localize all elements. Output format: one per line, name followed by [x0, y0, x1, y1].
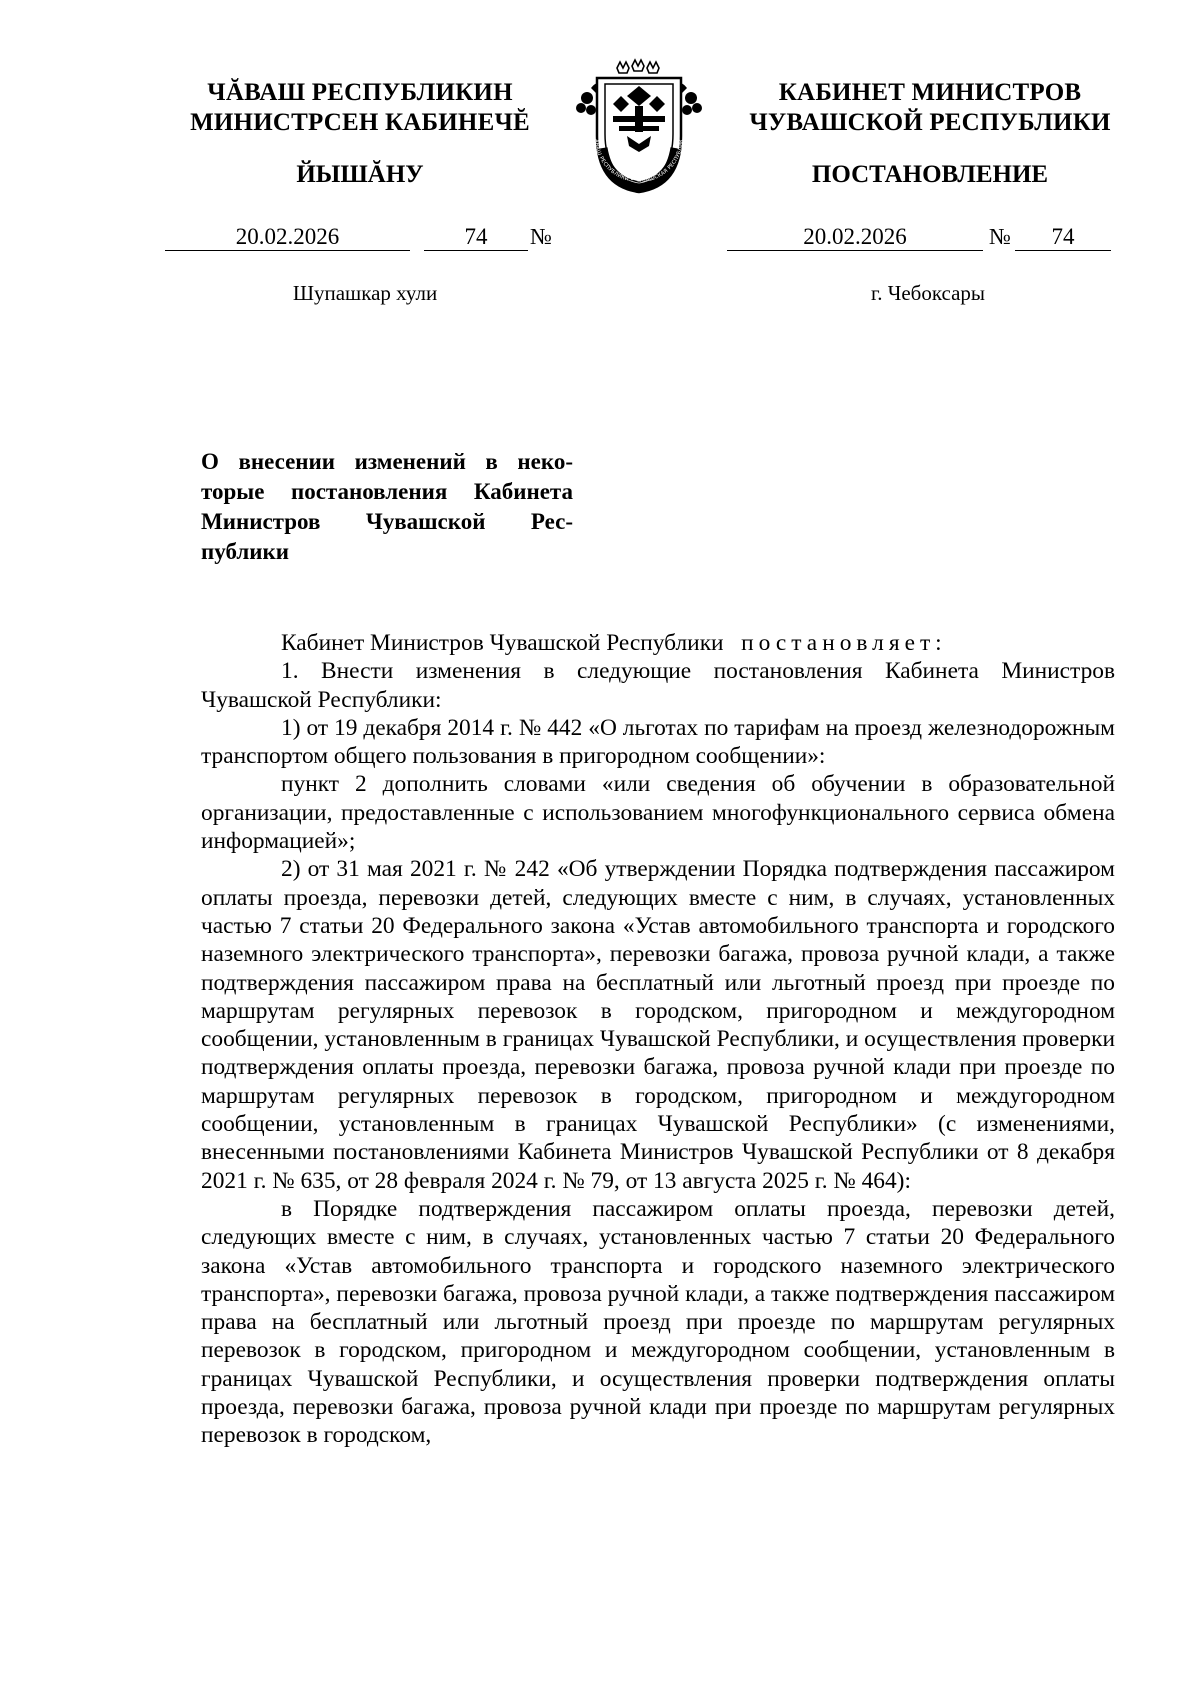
body-intro — [201, 629, 1115, 657]
number-sign-right: № — [989, 224, 1011, 249]
body-paragraph-3: пункт 2 дополнить словами «или сведения об обучении в образовательной организации, предоставленные с использованием многофункционального сервиса обмена информацией»; — [201, 771, 1115, 855]
document-title: О внесении изменений в некоторые постановления Кабинета Министров Чувашской Республики — [201, 449, 573, 564]
doc-type-chuvash: ЙЫШĂНУ — [296, 161, 424, 188]
org-name-chuvash-line2: МИНИСТРСЕН КАБИНЕЧĔ — [190, 109, 530, 136]
emblem-ring-text: ĂВАШ РЕСПУБЛИКИ • ЧУВАШСКАЯ РЕСПУБЛИК — [592, 138, 686, 185]
org-name-russian-line2: ЧУВАШСКОЙ РЕСПУБЛИКИ — [749, 109, 1111, 136]
coat-of-arms-emblem — [569, 58, 709, 198]
org-name-russian-line1: КАБИНЕТ МИНИСТРОВ — [778, 79, 1082, 106]
body-paragraph-4: 2) от 31 мая 2021 г. № 242 «Об утверждении Порядка подтверждения пассажиром оплаты проезда, перевозки детей, следующих вместе с ним, в случаях, установленных частью 7 статьи 20 Федерального закона «Устав автомобильного транспорта и городского наземного электрического транспорта», перевозки багажа, провоза ручной клади, а также подтверждения пассажиром права на бесплатный или льготный проезд при проезде по маршрутам регулярных перевозок в городском, пригородном и междугородном сообщении, установленным в границах Чувашской Республики, и осуществления проверки подтверждения оплаты проезда, перевозки багажа, провоза ручной клади при проезде по маршрутам регулярных перевозок в городском, пригородном и междугородном сообщении, установленным в границах Чувашской Республики» (с изменениями, внесенными постановлениями Кабинета Министров Чувашской Республики от 8 декабря 2021 г. № 635, от 28 февраля 2024 г. № 79, от 13 августа 2025 г. № 464): — [201, 856, 1115, 1194]
doc-type-russian: ПОСТАНОВЛЕНИЕ — [811, 161, 1049, 188]
body-paragraph-2: 1) от 19 декабря 2014 г. № 442 «О льготах по тарифам на проезд железнодорожным транспортом общего пользования в пригородном сообщении»: — [201, 714, 1115, 770]
org-name-chuvash-line1: ЧĂВАШ РЕСПУБЛИКИН — [207, 79, 513, 106]
org-name-chuvash — [140, 78, 580, 138]
body-intro-verb: постановляет: — [741, 630, 947, 656]
date-field-left: 20.02.2026 — [165, 223, 410, 251]
city-chuvash: Шупашкар хули — [292, 281, 438, 305]
body-intro-text: Кабинет Министров Чувашской Республики — [281, 630, 724, 656]
number-field-right: 74 — [1015, 223, 1111, 251]
date-field-right: 20.02.2026 — [727, 223, 983, 251]
number-field-left: 74 — [424, 223, 528, 251]
org-name-russian — [715, 78, 1145, 138]
number-sign-left: № — [530, 224, 552, 249]
emblem-crowns — [617, 60, 659, 73]
city-russian: г. Чебоксары — [870, 281, 986, 305]
body-paragraph-1: 1. Внести изменения в следующие постановления Кабинета Министров Чувашской Республики: — [201, 658, 1115, 713]
document-body — [201, 629, 1115, 1450]
body-paragraph-5: в Порядке подтверждения пассажиром оплаты проезда, перевозки детей, следующих вместе с ним, в случаях, установленных частью 7 статьи 20 Федерального закона «Устав автомобильного транспорта и городского наземного электрического транспорта», перевозки багажа, провоза ручной клади, а также подтверждения пассажиром права на бесплатный или льготный проезд при проезде по маршрутам регулярных перевозок в городском, пригородном и междугородном сообщении, установленным в границах Чувашской Республики, и осуществления проверки подтверждения оплаты проезда, перевозки багажа, провоза ручной клади при проезде по маршрутам регулярных перевозок в городском, — [201, 1195, 1115, 1449]
